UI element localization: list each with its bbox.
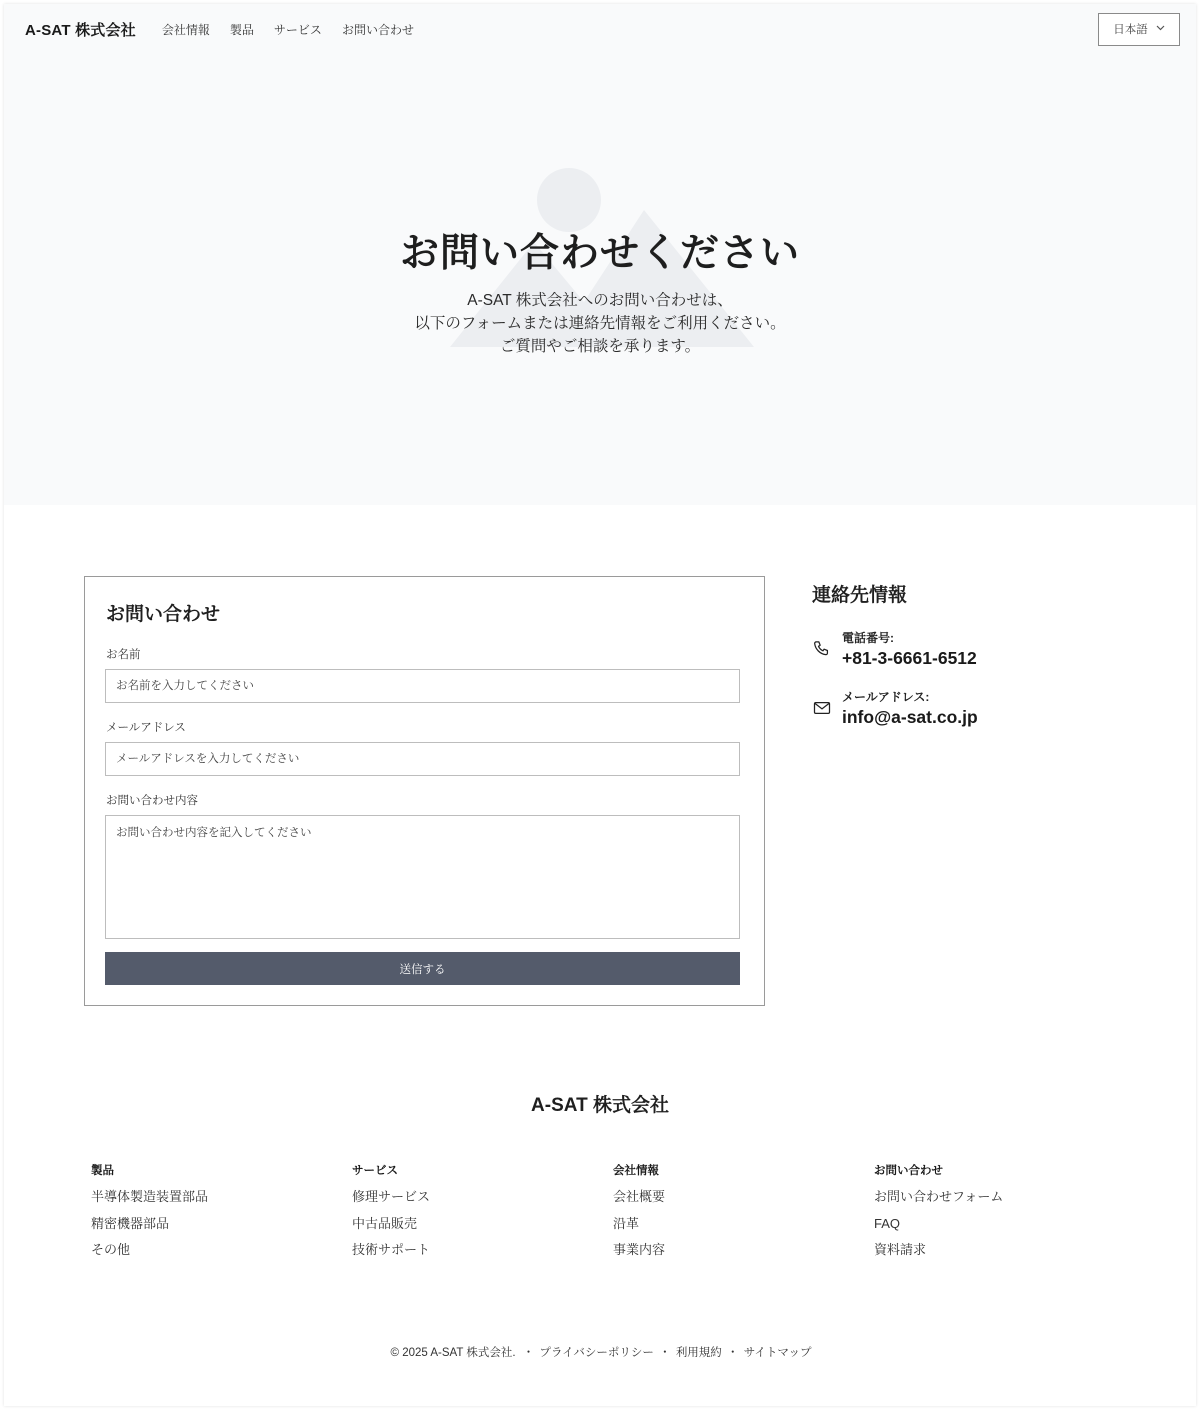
separator: ・ [727,1347,739,1359]
nav-products[interactable]: 製品 [229,22,254,37]
footer-link[interactable]: 沿革 [613,1215,640,1231]
hero-line: A-SAT 株式会社へのお問い合わせは、 [467,292,733,309]
footer-link[interactable]: 事業内容 [613,1242,666,1257]
footer-link[interactable]: 資料請求 [874,1242,927,1257]
footer-column-company [613,1162,853,1270]
privacy-policy-link[interactable]: プライバシーポリシー [539,1347,654,1359]
separator: ・ [659,1347,671,1359]
phone-icon [812,639,832,659]
footer-column-services [352,1162,592,1270]
main-nav [162,21,414,38]
email-label-info: メールアドレス: [842,690,930,704]
contact-info-title: 連絡先情報 [812,585,908,606]
footer-link[interactable]: お問い合わせフォーム [874,1189,1004,1204]
footer-bottom-bar [4,1344,1196,1360]
footer-link[interactable]: FAQ [874,1215,901,1231]
footer-link[interactable]: 中古品販売 [352,1215,418,1231]
hero-section [4,4,1196,505]
footer-column-products [91,1162,331,1270]
footer-link[interactable]: 修理サービス [352,1189,431,1204]
hero-line: ご質問やご相談を承ります。 [499,338,701,355]
copyright-text: © 2025 A-SAT 株式会社. [390,1347,516,1359]
page-frame [4,4,1196,1406]
name-label: お名前 [106,649,141,661]
message-textarea[interactable] [105,815,740,939]
terms-link[interactable]: 利用規約 [675,1347,722,1359]
message-label: お問い合わせ内容 [106,795,198,807]
language-label: 日本語 [1113,24,1148,36]
footer-link[interactable]: 半導体製造装置部品 [91,1189,209,1204]
brand-logo[interactable]: A-SAT 株式会社 [25,21,136,39]
submit-button[interactable]: 送信する [105,952,740,985]
email-input[interactable] [105,742,740,776]
nav-services[interactable]: サービス [273,22,322,37]
footer-heading: 製品 [91,1165,114,1177]
footer-heading: 会社情報 [613,1165,659,1177]
phone-value[interactable]: +81-3-6661-6512 [842,648,977,668]
chevron-down-icon [1156,23,1165,34]
phone-label: 電話番号: [842,631,894,645]
form-title: お問い合わせ [106,604,221,625]
sitemap-link[interactable]: サイトマップ [743,1347,812,1359]
footer-column-contact [874,1162,1114,1270]
footer-brand: A-SAT 株式会社 [531,1095,669,1116]
footer-link[interactable]: その他 [91,1242,131,1257]
nav-company[interactable]: 会社情報 [161,22,210,37]
footer-link[interactable]: 技術サポート [352,1242,431,1257]
contact-form-card [84,576,765,1006]
email-label: メールアドレス [106,722,186,734]
footer-heading: お問い合わせ [874,1165,943,1177]
hero-description [4,289,1196,358]
separator: ・ [522,1347,535,1359]
mail-icon [812,698,832,718]
email-value[interactable]: info@a-sat.co.jp [842,707,978,727]
name-input[interactable] [105,669,740,703]
hero-title: お問い合わせください [399,232,800,275]
hero-line: 以下のフォームまたは連絡先情報をご利用ください。 [414,315,786,332]
site-header [4,4,1196,54]
language-select[interactable] [1098,13,1180,46]
footer-heading: サービス [352,1165,398,1177]
nav-contact[interactable]: お問い合わせ [341,22,414,37]
footer-link[interactable]: 精密機器部品 [91,1215,170,1231]
contact-email [812,688,978,728]
contact-phone [812,629,977,669]
footer-link[interactable]: 会社概要 [613,1189,666,1204]
